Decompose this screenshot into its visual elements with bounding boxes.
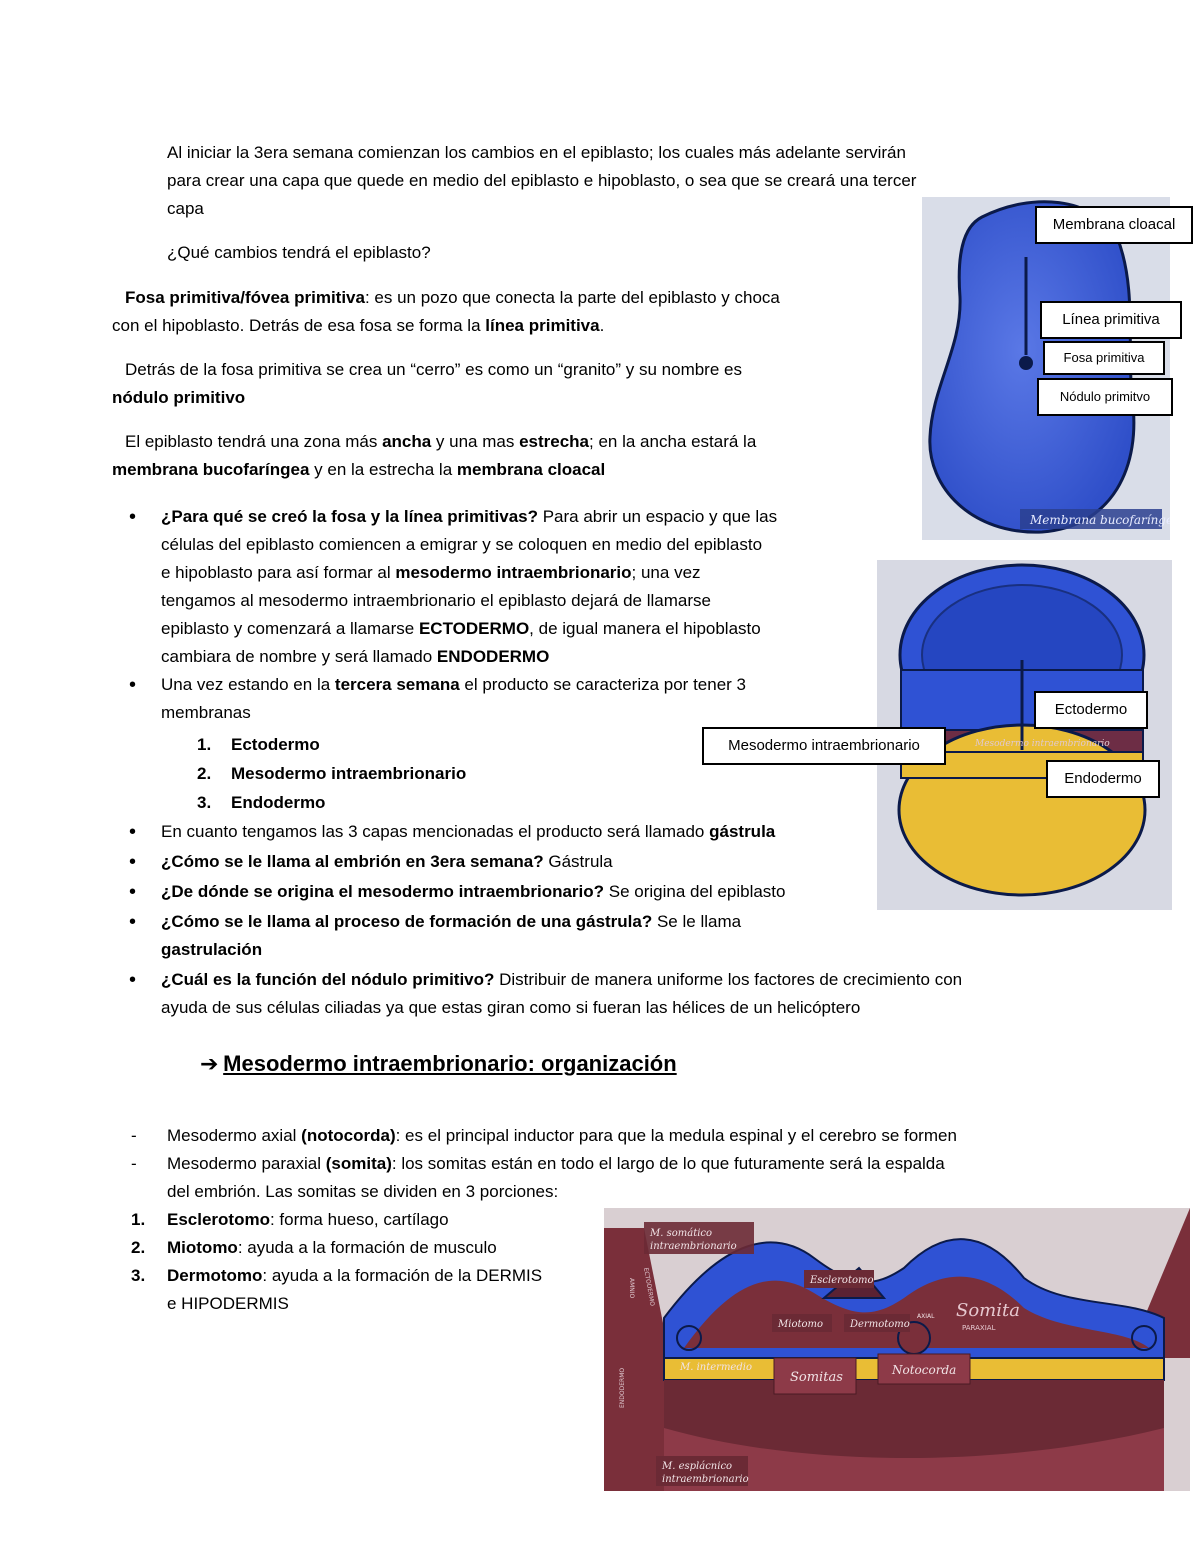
label-m-somatico: M. somático [650,1228,713,1239]
list-item: 3. Dermotomo: ayuda a la formación de la DERMIS e HIPODERMIS [131,1266,543,1313]
meso-small-label: Mesodermo intraembrionario [975,739,1110,749]
list-item: 2. Miotomo: ayuda a la formación de musculo [131,1238,497,1257]
list-item: • En cuanto tengamos las 3 capas mencionadas el producto será llamado gástrula [161,818,1121,846]
label-esclerotomo: Esclerotomo [810,1275,874,1286]
buco-label: Membrana bucofaríngea [1030,513,1170,527]
label-m-esplacnico-2: intraembrionario [662,1474,749,1485]
label-m-esplacnico: M. esplácnico [662,1461,733,1472]
label-endodermo: Endodermo [1046,760,1160,798]
list-item: - Mesodermo axial (notocorda): es el principal inductor para que la medula espinal y el cerebro se formen [167,1122,1127,1150]
label-somita: Somita [956,1300,1020,1321]
list-item: • ¿De dónde se origina el mesodermo intraembrionario? Se origina del epiblasto [161,878,1121,906]
label-dermotomo: Dermotomo [850,1319,910,1330]
label-linea-primitiva: Línea primitiva [1040,301,1182,339]
label-membrana-cloacal: Membrana cloacal [1035,206,1193,244]
label-ectodermo: Ectodermo [1034,691,1148,729]
list-item: • ¿Cuál es la función del nódulo primitivo? Distribuir de manera uniforme los factores de crecimiento con ayuda de sus células ciliadas ya que estas giran como si fueran las hélices de un helicóptero [161,966,1121,1022]
label-axial: AXIAL [917,1313,935,1320]
label-m-intermedio: M. intermedio [680,1362,752,1373]
arrow-icon: ➔ [200,1051,219,1076]
list-item: • ¿Cómo se le llama al proceso de formación de una gástrula? Se le llama gastrulación [161,908,1121,964]
list-item: • ¿Para qué se creó la fosa y la línea primitivas? Para abrir un espacio y que las células del epiblasto comiencen a emigrar y se coloquen en medio del epiblasto e hipoblasto para así formar al mesodermo intraembrionario; una vez tengamos al mesodermo intraembrionario el epiblasto dejará de llamarse epiblasto y comenzará a llamarse ECTODERMO, de igual manera el hipoblasto cambiara de nombre y será llamado ENDODERMO [161,503,881,671]
membrane-list [197,731,466,817]
section-heading: ➔ Mesodermo intraembrionario: organización [200,1051,677,1076]
label-somitas: Somitas [790,1370,843,1385]
label-mesodermo: Mesodermo intraembrionario [702,727,946,765]
list-item: 3. Endodermo [197,793,326,812]
label-miotomo: Miotomo [778,1319,823,1330]
porciones-list [131,1206,607,1318]
list-item: • Una vez estando en la tercera semana el producto se caracteriza por tener 3 membranas [161,671,881,727]
list-item: • ¿Cómo se le llama al embrión en 3era semana? Gástrula [161,848,1121,876]
label-paraxial: PARAXIAL [962,1324,996,1332]
bullet-list [161,503,881,727]
figure-mesodermo-organizacion [604,1208,1190,1491]
list-item: 1. Ectodermo [197,735,320,754]
question-heading: ¿Qué cambios tendrá el epiblasto? [167,243,431,262]
list-item: 2. Mesodermo intraembrionario [197,764,467,783]
label-amnio: AMNIO [628,1278,635,1299]
mesoderm-illustration [604,1208,1190,1491]
label-nodulo-primitivo: Nódulo primitvo [1037,378,1173,416]
list-item: - Mesodermo paraxial (somita): los somitas están en todo el largo de lo que futuramente será la espalda del embrión. Las somitas se dividen en 3 porciones: [167,1150,1127,1206]
label-notocorda: Notocorda [892,1363,957,1377]
label-fosa-primitiva: Fosa primitiva [1043,341,1165,375]
list-item: 1. Esclerotomo: forma hueso, cartílago [131,1210,449,1229]
label-ecto-side: ECTODERMO [642,1267,656,1307]
intro-paragraph: Al iniciar la 3era semana comienzan los cambios en el epiblasto; los cuales más adelante servirán para crear una capa que quede en medio del epiblasto e hipoblasto, o sea que se creará una tercer capa [167,143,917,218]
mesodermo-list [167,1122,1127,1206]
zonas-paragraph: El epiblasto tendrá una zona más ancha y una mas estrecha; en la ancha estará la membrana bucofaríngea y en la estrecha la membrana cloacal [112,432,757,479]
label-endo-side: ENDODERMO [619,1367,626,1408]
fosa-paragraph: Fosa primitiva/fóvea primitiva: es un pozo que conecta la parte del epiblasto y choca con el hipoblasto. Detrás de esa fosa se forma la línea primitiva. [112,288,780,335]
label-m-somatico-2: intraembrionario [650,1241,737,1252]
primitive-node [1019,356,1033,370]
nodulo-paragraph: Detrás de la fosa primitiva se crea un “cerro” es como un “granito” y su nombre es nódulo primitivo [112,360,742,407]
